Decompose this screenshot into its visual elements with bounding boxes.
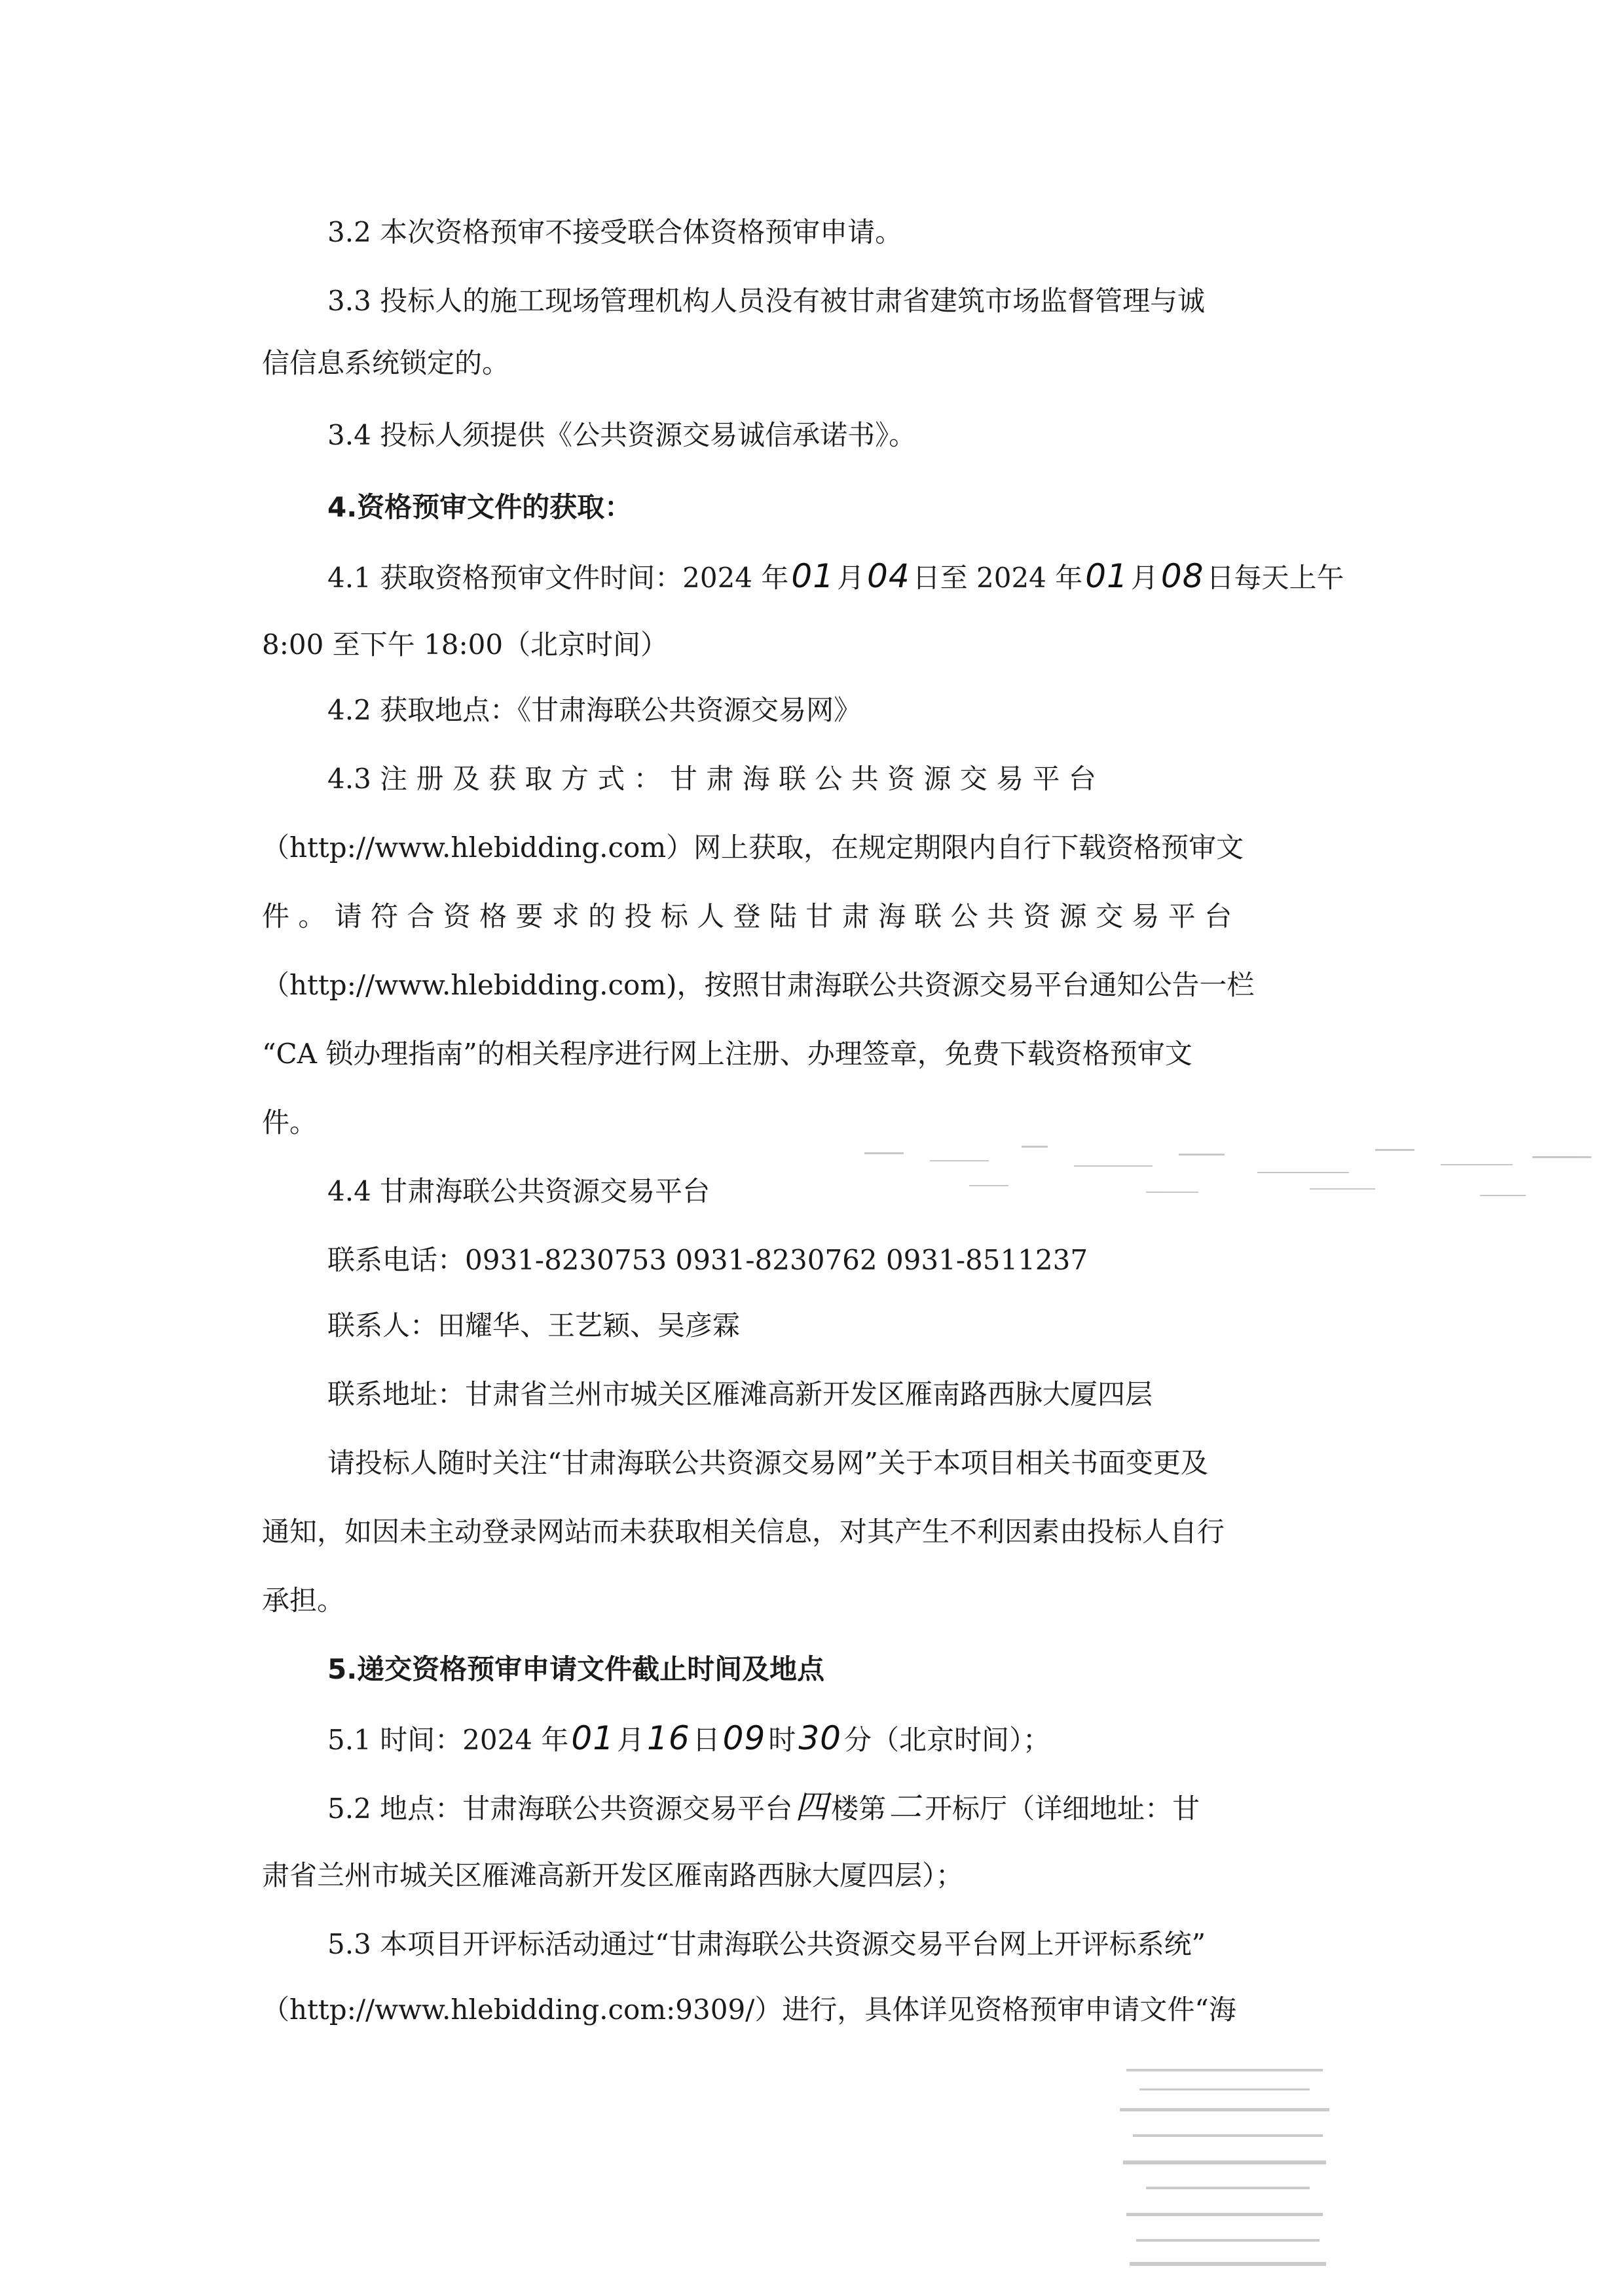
handwritten-day-1: 04 — [867, 557, 910, 595]
clause-4-1 — [327, 556, 1401, 598]
handwritten-hour: 09 — [722, 1719, 766, 1757]
section-5-heading: 5.递交资格预审申请文件截止时间及地点 — [327, 1653, 825, 1685]
clause-5-1-text-d: 时 — [768, 1724, 796, 1756]
handwritten-day-3: 16 — [647, 1719, 690, 1757]
scan-noise-patch — [1113, 2062, 1349, 2285]
clause-3-3-cont: 信信息系统锁定的。 — [262, 347, 510, 379]
handwritten-month-2: 01 — [1085, 557, 1128, 595]
handwritten-month-1: 01 — [791, 557, 835, 595]
clause-5-1-text-e: 分（北京时间）； — [843, 1724, 1050, 1756]
handwritten-day-2: 08 — [1160, 557, 1204, 595]
handwritten-room: 二 — [889, 1788, 923, 1826]
clause-3-4: 3.4 投标人须提供《公共资源交易诚信承诺书》。 — [327, 419, 917, 451]
contact-address: 联系地址：甘肃省兰州市城关区雁滩高新开发区雁南路西脉大厦四层 — [327, 1378, 1153, 1410]
clause-4-1-text-a: 4.1 获取资格预审文件时间：2024 年 — [327, 562, 789, 594]
section-4-heading: 4.资格预审文件的获取： — [327, 491, 633, 523]
scan-noise-band — [851, 1126, 1624, 1218]
clause-4-3-cont-3: （http://www.hlebidding.com)，按照甘肃海联公共资源交易平台通知公告一栏 — [262, 969, 1255, 1001]
clause-4-3-cont-1: （http://www.hlebidding.com）网上获取，在规定期限内自行下载资格预审文 — [262, 831, 1244, 864]
clause-4-4: 4.4 甘肃海联公共资源交易平台 — [327, 1175, 710, 1207]
clause-4-1-text-d: 月 — [1130, 562, 1158, 594]
clause-4-3: 4.3 注 册 及 获 取 方 式 ： 甘 肃 海 联 公 共 资 源 交 易 平 台 — [327, 763, 1096, 795]
clause-4-3-cont-4: “CA 锁办理指南”的相关程序进行网上注册、办理签章，免费下载资格预审文 — [262, 1038, 1192, 1070]
notice-paragraph-cont-2: 承担。 — [262, 1584, 345, 1616]
clause-3-2: 3.2 本次资格预审不接受联合体资格预审申请。 — [327, 216, 903, 248]
clause-5-1 — [327, 1719, 1401, 1760]
clause-5-3-cont: （http://www.hlebidding.com:9309/）进行，具体详见资格预审申请文件“海 — [262, 1994, 1236, 2026]
clause-5-2 — [327, 1787, 1401, 1829]
handwritten-month-3: 01 — [571, 1719, 615, 1757]
handwritten-floor: 四 — [795, 1788, 829, 1826]
clause-5-2-cont: 肃省兰州市城关区雁滩高新开发区雁南路西脉大厦四层）； — [262, 1859, 964, 1891]
clause-3-3: 3.3 投标人的施工现场管理机构人员没有被甘肃省建筑市场监督管理与诚 — [327, 285, 1206, 317]
clause-4-3-cont-5: 件。 — [262, 1106, 318, 1139]
clause-5-2-text-a: 5.2 地点：甘肃海联公共资源交易平台 — [327, 1793, 793, 1825]
notice-paragraph: 请投标人随时关注“甘肃海联公共资源交易网”关于本项目相关书面变更及 — [327, 1447, 1208, 1479]
clause-5-2-text-c: 开标厅（详细地址：甘 — [925, 1793, 1200, 1825]
clause-5-2-text-b: 楼第 — [831, 1793, 887, 1825]
clause-4-1-text-c: 日至 2024 年 — [912, 562, 1083, 594]
clause-5-1-text-a: 5.1 时间：2024 年 — [327, 1724, 569, 1756]
clause-5-1-text-c: 日 — [692, 1724, 720, 1756]
clause-4-2: 4.2 获取地点：《甘肃海联公共资源交易网》 — [327, 694, 862, 726]
clause-5-3: 5.3 本项目开评标活动通过“甘肃海联公共资源交易平台网上开评标系统” — [327, 1928, 1206, 1960]
contact-person: 联系人：田耀华、王艺颖、吴彦霖 — [327, 1309, 741, 1341]
notice-paragraph-cont-1: 通知，如因未主动登录网站而未获取相关信息，对其产生不利因素由投标人自行 — [262, 1516, 1225, 1548]
clause-4-1-cont: 8:00 至下午 18:00（北京时间） — [262, 629, 669, 661]
clause-4-1-text-b: 月 — [837, 562, 865, 594]
contact-phone: 联系电话：0931-8230753 0931-8230762 0931-8511237 — [327, 1244, 1088, 1276]
handwritten-minute: 30 — [798, 1719, 841, 1757]
clause-4-3-cont-2: 件 。 请 符 合 资 格 要 求 的 投 标 人 登 陆 甘 肃 海 联 公 共 资 源 交 易 平 台 — [262, 900, 1232, 932]
clause-5-1-text-b: 月 — [617, 1724, 645, 1756]
clause-4-1-text-e: 日每天上午 — [1206, 562, 1344, 594]
